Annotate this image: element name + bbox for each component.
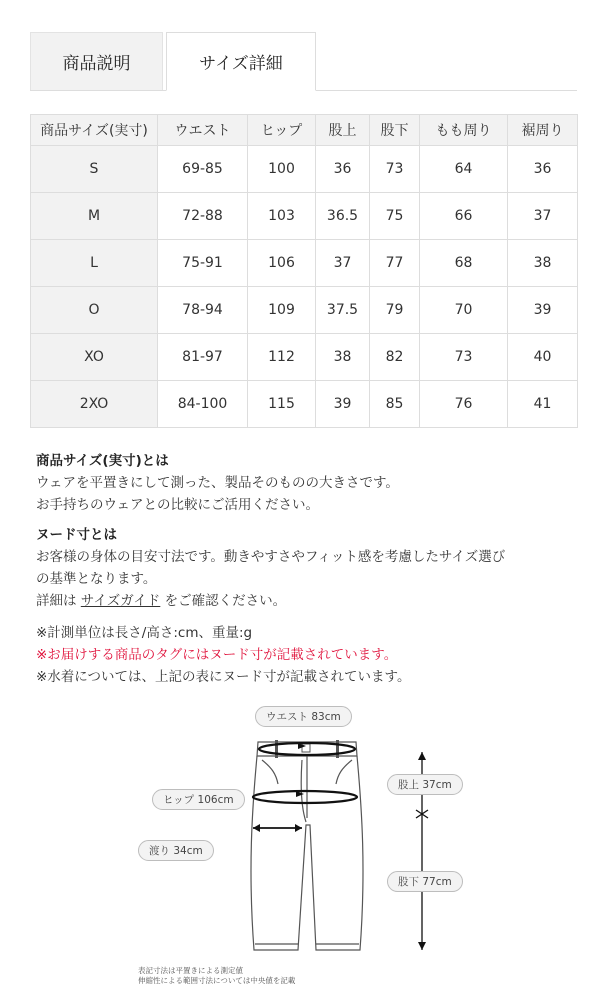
size-cell: S xyxy=(31,146,158,193)
table-cell: 75 xyxy=(370,193,420,240)
hip-label: ヒップ 106cm xyxy=(152,789,245,810)
actual-size-title: 商品サイズ(実寸)とは xyxy=(36,453,169,469)
table-cell: 39 xyxy=(316,381,370,428)
table-cell: 79 xyxy=(370,287,420,334)
table-cell: 73 xyxy=(420,334,508,381)
table-cell: 36 xyxy=(316,146,370,193)
table-row xyxy=(31,334,578,381)
size-cell: M xyxy=(31,193,158,240)
table-cell: 112 xyxy=(248,334,316,381)
inseam-label: 股下 77cm xyxy=(387,871,463,892)
table-row xyxy=(31,240,578,287)
table-cell: 37 xyxy=(316,240,370,287)
table-row xyxy=(31,146,578,193)
table-cell: 115 xyxy=(248,381,316,428)
waist-label: ウエスト 83cm xyxy=(255,706,352,727)
pants-measurement-diagram xyxy=(130,700,480,1000)
size-notes xyxy=(36,450,586,688)
size-cell: 2XO xyxy=(31,381,158,428)
table-cell: 76 xyxy=(420,381,508,428)
diagram-footnote-2: 伸縮性による範囲寸法については中央値を記載 xyxy=(138,976,296,985)
nude-size-text-2: の基準となります。 xyxy=(36,571,157,587)
swimwear-note: ※水着については、上記の表にヌード寸が記載されています。 xyxy=(36,669,411,685)
table-cell: 70 xyxy=(420,287,508,334)
rise-label: 股上 37cm xyxy=(387,774,463,795)
table-row xyxy=(31,287,578,334)
table-cell: 69-85 xyxy=(158,146,248,193)
size-table xyxy=(30,114,578,428)
header-waist: ウエスト xyxy=(158,115,248,146)
table-cell: 68 xyxy=(420,240,508,287)
table-cell: 72-88 xyxy=(158,193,248,240)
table-cell: 78-94 xyxy=(158,287,248,334)
size-cell: O xyxy=(31,287,158,334)
table-cell: 41 xyxy=(508,381,578,428)
nude-size-title: ヌード寸とは xyxy=(36,527,117,543)
size-cell: XO xyxy=(31,334,158,381)
table-cell: 38 xyxy=(508,240,578,287)
thigh-label: 渡り 34cm xyxy=(138,840,214,861)
detail-prefix: 詳細は xyxy=(36,593,81,609)
table-cell: 36 xyxy=(508,146,578,193)
header-rise: 股上 xyxy=(316,115,370,146)
table-cell: 84-100 xyxy=(158,381,248,428)
table-row xyxy=(31,193,578,240)
table-cell: 39 xyxy=(508,287,578,334)
tab-size-details[interactable]: サイズ詳細 xyxy=(166,32,316,91)
actual-size-text-1: ウェアを平置きにして測った、製品そのものの大きさです。 xyxy=(36,475,399,491)
table-cell: 85 xyxy=(370,381,420,428)
table-cell: 40 xyxy=(508,334,578,381)
table-cell: 38 xyxy=(316,334,370,381)
table-header-row xyxy=(31,115,578,146)
table-cell: 100 xyxy=(248,146,316,193)
size-cell: L xyxy=(31,240,158,287)
table-cell: 106 xyxy=(248,240,316,287)
size-guide-line xyxy=(36,590,586,612)
table-cell: 37 xyxy=(508,193,578,240)
table-cell: 36.5 xyxy=(316,193,370,240)
table-cell: 81-97 xyxy=(158,334,248,381)
unit-note: ※計測単位は長さ/高さ:cm、重量:g xyxy=(36,625,253,641)
table-cell: 64 xyxy=(420,146,508,193)
nude-size-text-1: お客様の身体の目安寸法です。動きやすさやフィット感を考慮したサイズ選び xyxy=(36,549,506,565)
header-thigh: もも周り xyxy=(420,115,508,146)
table-cell: 73 xyxy=(370,146,420,193)
table-cell: 66 xyxy=(420,193,508,240)
header-hip: ヒップ xyxy=(248,115,316,146)
tab-product-description[interactable]: 商品説明 xyxy=(30,32,163,90)
table-cell: 109 xyxy=(248,287,316,334)
table-cell: 103 xyxy=(248,193,316,240)
table-cell: 75-91 xyxy=(158,240,248,287)
header-hem: 裾周り xyxy=(508,115,578,146)
size-guide-link[interactable]: サイズガイド xyxy=(80,593,161,609)
table-row xyxy=(31,381,578,428)
table-cell: 37.5 xyxy=(316,287,370,334)
tag-note: ※お届けする商品のタグにはヌード寸が記載されています。 xyxy=(36,647,398,663)
actual-size-text-2: お手持ちのウェアとの比較にご活用ください。 xyxy=(36,497,319,513)
table-cell: 82 xyxy=(370,334,420,381)
header-inseam: 股下 xyxy=(370,115,420,146)
table-cell: 77 xyxy=(370,240,420,287)
detail-suffix: をご確認ください。 xyxy=(160,593,287,609)
header-size: 商品サイズ(実寸) xyxy=(31,115,158,146)
tab-bar xyxy=(30,32,577,91)
diagram-footnote-1: 表記寸法は平置きによる測定値 xyxy=(138,966,243,975)
